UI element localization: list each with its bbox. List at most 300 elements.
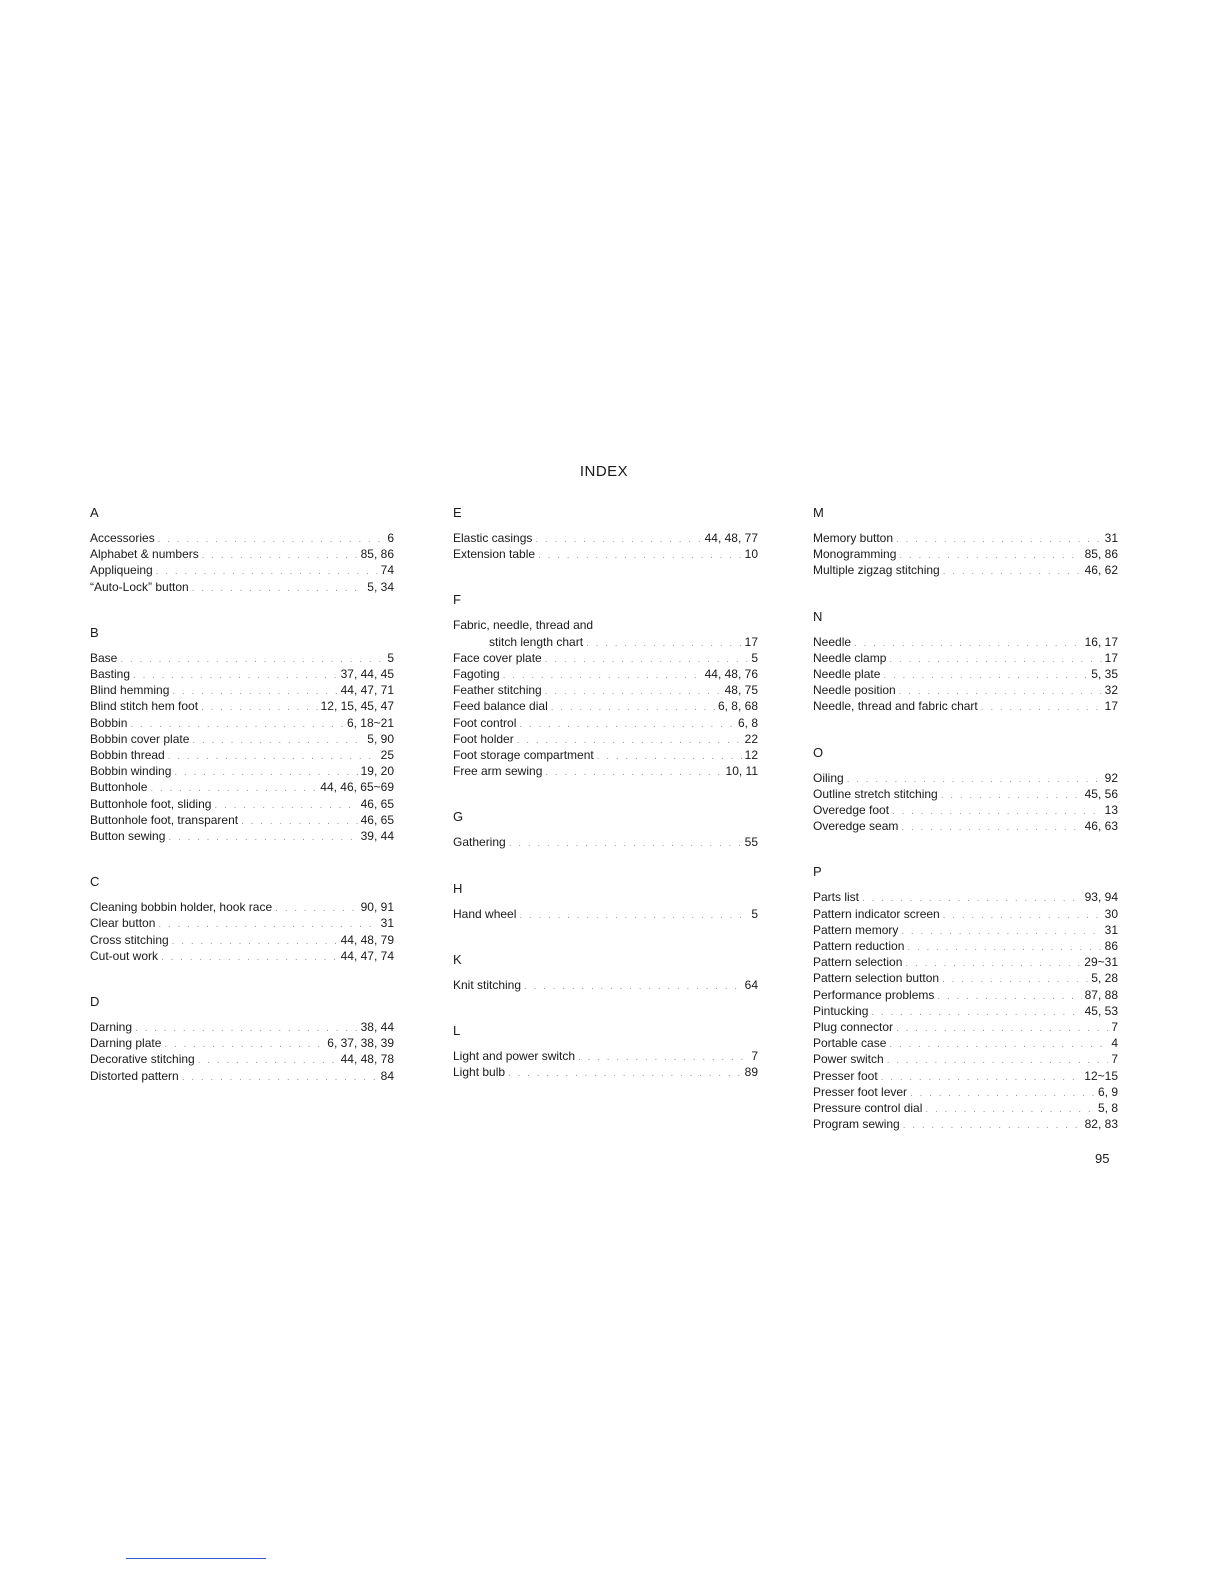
index-entry [90,916,394,932]
index-entry [813,651,1118,667]
index-entry [813,1052,1118,1068]
entry-pages: 29~31 [1084,955,1118,970]
entry-pages: 44, 48, 76 [704,667,758,682]
dot-leader [847,772,1102,787]
entry-pages: 87, 88 [1084,987,1118,1002]
index-entry [90,748,394,764]
index-entry [813,939,1118,955]
dot-leader [182,1070,378,1085]
entry-pages: 86 [1104,939,1118,954]
dot-leader [883,668,1088,683]
section-letter: D [90,994,100,1010]
section-letter: L [453,1023,461,1039]
dot-leader [899,684,1102,699]
index-entry [90,764,394,780]
entry-label: Accessories [90,531,155,545]
entry-pages: 45, 53 [1084,1003,1118,1018]
entry-label: Pressure control dial [813,1101,923,1116]
index-entry [813,971,1118,987]
index-entry [90,1036,394,1052]
dot-leader [545,652,749,667]
index-entry [813,547,1118,563]
dot-leader [150,781,317,796]
index-entry [90,683,394,699]
dot-leader [981,700,1102,715]
dot-leader [172,934,338,949]
dot-leader [156,564,378,579]
index-entry [90,580,394,596]
entry-pages: 4 [1111,1036,1118,1051]
dot-leader [517,733,742,748]
entry-pages: 45, 56 [1084,786,1118,801]
entry-pages: 6, 9 [1097,1084,1118,1099]
index-entry [453,531,758,547]
entry-pages: 7 [1111,1052,1118,1067]
dot-leader [545,684,722,699]
entry-pages: 5, 34 [367,579,394,594]
entry-label: Darning plate [90,1036,162,1051]
section-letter: K [453,951,462,967]
entry-pages: 16, 17 [1084,634,1118,649]
index-section-k [453,950,758,994]
index-section-o [813,743,1118,836]
entry-label: Plug connector [813,1020,894,1035]
entry-label: Needle, thread and fabric chart [813,699,978,714]
entry-label: Monogramming [813,547,897,562]
entry-label: Pattern reduction [813,939,905,954]
entry-pages: 7 [1111,1020,1118,1035]
entry-label: Decorative stitching [90,1052,195,1067]
entry-label: Buttonhole [90,780,148,795]
entry-label: Program sewing [813,1117,900,1132]
entry-pages: 17 [1104,650,1118,665]
entry-label: Pattern selection button [813,971,940,986]
index-entry [90,933,394,949]
index-section-h [453,879,758,923]
entry-label: Bobbin winding [90,764,172,779]
entry-label: Needle clamp [813,650,887,665]
dot-leader [896,1021,1108,1036]
index-entry [453,618,758,634]
index-entry [813,907,1118,923]
index-section-a [90,503,394,596]
section-letter: A [90,505,99,520]
entry-pages: 46, 62 [1084,563,1118,578]
dot-leader [275,901,357,916]
entry-label: Blind stitch hem foot [90,699,199,714]
entry-label: Fabric, needle, thread and [453,618,594,633]
entry-pages: 5, 8 [1097,1101,1118,1116]
index-entry [453,907,758,923]
footnote-rule [126,1558,266,1559]
dot-leader [901,820,1081,835]
entry-pages: 6, 18~21 [346,715,394,730]
section-letter: M [813,505,824,520]
entry-pages: 82, 83 [1084,1117,1118,1132]
entry-pages: 46, 63 [1084,819,1118,834]
entry-label: Presser foot [813,1068,878,1083]
index-entry [813,1101,1118,1117]
index-section-e [453,503,758,563]
index-entry [813,667,1118,683]
entry-pages: 64 [744,977,758,992]
entry-label: Darning [90,1020,133,1035]
index-entry [90,829,394,845]
dot-leader [192,733,364,748]
section-letter: N [813,608,823,624]
section-letter: G [453,809,464,825]
entry-pages: 39, 44 [360,829,394,844]
entry-label: Pintucking [813,1003,869,1018]
index-entry [813,683,1118,699]
entry-label: Parts list [813,890,860,905]
index-entry [453,1049,758,1065]
dot-leader [910,1086,1095,1101]
dot-leader [538,548,742,563]
index-section-l [453,1021,758,1081]
dot-leader [597,749,742,764]
entry-pages: 44, 46, 65~69 [320,780,394,795]
index-entry [813,771,1118,787]
index-entry [813,1117,1118,1133]
index-section-p [813,862,1118,1133]
entry-label: Foot control [453,715,517,730]
index-entry [90,900,394,916]
entry-pages: 32 [1104,683,1118,698]
entry-label: Foot storage compartment [453,748,594,763]
section-letter: C [90,874,100,890]
dot-leader [887,1053,1109,1068]
entry-label: Overedge seam [813,819,899,834]
entry-label: Feed balance dial [453,699,548,714]
index-entry [90,813,394,829]
entry-pages: 85, 86 [360,547,394,562]
index-entry [813,955,1118,971]
entry-pages: 93, 94 [1084,890,1118,905]
entry-label: Buttonhole foot, sliding [90,796,212,811]
dot-leader [862,891,1082,906]
index-section-c [90,872,394,965]
index-column-2 [453,503,758,1108]
index-entry [90,1020,394,1036]
entry-label: Light bulb [453,1065,506,1080]
entry-pages: 6 [387,531,394,545]
index-entry [453,667,758,683]
entry-pages: 17 [1104,699,1118,714]
index-entry [453,764,758,780]
entry-label: Power switch [813,1052,884,1067]
entry-pages: 5 [751,650,758,665]
dot-leader [896,532,1102,547]
index-entry [90,716,394,732]
entry-label: “Auto-Lock” button [90,579,189,594]
index-column-3 [813,503,1118,1160]
index-entry [813,531,1118,547]
index-section-m [813,503,1118,580]
entry-pages: 85, 86 [1084,547,1118,562]
entry-pages: 37, 44, 45 [340,667,394,682]
index-entry [90,797,394,813]
dot-leader [942,972,1088,987]
entry-label: Performance problems [813,987,935,1002]
index-entry [813,923,1118,939]
entry-pages: 6, 37, 38, 39 [327,1036,394,1051]
dot-leader [899,548,1081,563]
entry-pages: 89 [744,1065,758,1080]
entry-label: Cross stitching [90,932,169,947]
entry-pages: 12, 15, 45, 47 [320,699,394,714]
entry-pages: 31 [1104,922,1118,937]
index-entry [90,547,394,563]
dot-leader [241,814,358,829]
entry-pages: 7 [751,1049,758,1064]
index-entry [90,563,394,579]
entry-label: Feather stitching [453,683,542,698]
dot-leader [889,652,1101,667]
dot-leader [905,956,1081,971]
entry-label: Needle plate [813,667,881,682]
index-entry [453,683,758,699]
entry-pages: 44, 48, 77 [704,531,758,545]
page-number: 95 [1095,1151,1110,1166]
index-column-1 [90,503,394,1112]
entry-pages: 44, 47, 74 [340,948,394,963]
index-entry [453,748,758,764]
dot-leader [164,1037,324,1052]
entry-pages: 92 [1104,770,1118,785]
dot-leader [937,989,1081,1004]
index-entry [453,978,758,994]
dot-leader [519,717,735,732]
dot-leader [172,684,337,699]
index-entry [813,1004,1118,1020]
dot-leader [901,924,1101,939]
entry-label: Portable case [813,1036,887,1051]
entry-label: Foot holder [453,731,514,746]
entry-pages: 6, 8 [737,715,758,730]
dot-leader [161,950,338,965]
dot-leader [535,532,701,547]
index-entry [453,699,758,715]
entry-pages: 25 [380,748,394,763]
index-entry [90,699,394,715]
entry-label: Button sewing [90,829,166,844]
entry-label: Needle position [813,683,896,698]
entry-label: Bobbin thread [90,748,165,763]
entry-pages: 5, 90 [367,731,394,746]
entry-label: Fagoting [453,667,500,682]
dot-leader [198,1053,338,1068]
dot-leader [130,717,344,732]
index-entry [813,1020,1118,1036]
entry-label: Multiple zigzag stitching [813,563,940,578]
dot-leader [943,564,1082,579]
entry-label: stitch length chart [489,634,584,649]
entry-label: Base [90,650,118,665]
entry-pages: 38, 44 [360,1020,394,1035]
index-entry [813,563,1118,579]
dot-leader [892,804,1102,819]
dot-leader [168,749,378,764]
dot-leader [586,636,742,651]
index-entry [90,531,394,547]
entry-pages: 5 [387,650,394,665]
entry-label: Cut-out work [90,948,159,963]
page-title: INDEX [579,463,629,480]
entry-label: Bobbin cover plate [90,731,190,746]
entry-label: Knit stitching [453,977,522,992]
section-letter: O [813,744,824,760]
entry-label: Distorted pattern [90,1068,179,1083]
index-entry [90,1052,394,1068]
entry-label: Outline stretch stitching [813,786,938,801]
dot-leader [192,581,365,596]
entry-label: Free arm sewing [453,764,543,779]
entry-pages: 10, 11 [725,764,758,779]
entry-pages: 22 [744,731,758,746]
dot-leader [519,908,748,923]
section-letter: H [453,880,463,896]
index-entry [90,1069,394,1085]
index-entry [453,651,758,667]
dot-leader [133,668,338,683]
dot-leader [551,700,715,715]
entry-label: Presser foot lever [813,1084,908,1099]
index-entry [813,819,1118,835]
entry-pages: 12 [744,748,758,763]
entry-pages: 46, 65 [360,812,394,827]
dot-leader [214,798,357,813]
dot-leader [925,1102,1095,1117]
dot-leader [941,788,1082,803]
entry-label: Overedge foot [813,803,890,818]
index-entry [90,651,394,667]
entry-label: Appliqueing [90,563,153,578]
index-entry [453,635,758,651]
entry-label: Elastic casings [453,531,533,545]
entry-pages: 5 [751,906,758,921]
entry-label: Pattern selection [813,955,903,970]
index-entry [453,547,758,563]
entry-label: Cleaning bobbin holder, hook race [90,900,273,915]
index-entry [90,667,394,683]
index-section-b [90,623,394,845]
entry-pages: 6, 8, 68 [717,699,758,714]
entry-pages: 17 [744,634,758,649]
entry-pages: 12~15 [1084,1068,1118,1083]
entry-pages: 74 [380,563,394,578]
dot-leader [903,1118,1082,1133]
entry-label: Face cover plate [453,650,542,665]
entry-pages: 30 [1104,906,1118,921]
section-letter: F [453,592,461,608]
entry-pages: 48, 75 [724,683,758,698]
dot-leader [578,1050,748,1065]
entry-pages: 46, 65 [360,796,394,811]
entry-label: Needle [813,634,852,649]
dot-leader [168,830,357,845]
entry-pages: 31 [380,916,394,931]
index-section-n [813,607,1118,716]
entry-label: Basting [90,667,131,682]
dot-leader [158,532,385,547]
entry-label: Blind hemming [90,683,170,698]
dot-leader [174,765,357,780]
index-entry [813,1069,1118,1085]
entry-label: Gathering [453,835,506,850]
index-entry [453,835,758,851]
entry-label: Pattern indicator screen [813,906,940,921]
entry-pages: 10 [744,547,758,562]
dot-leader [135,1021,358,1036]
index-entry [453,732,758,748]
entry-label: Buttonhole foot, transparent [90,812,239,827]
dot-leader [509,836,742,851]
entry-label: Memory button [813,531,894,545]
dot-leader [943,908,1102,923]
entry-pages: 44, 48, 78 [340,1052,394,1067]
index-entry [453,716,758,732]
entry-label: Oiling [813,770,844,785]
entry-label: Hand wheel [453,906,517,921]
index-entry [813,1036,1118,1052]
entry-pages: 55 [744,835,758,850]
index-section-g [453,807,758,851]
dot-leader [524,979,742,994]
dot-leader [508,1066,742,1081]
index-entry [453,1065,758,1081]
index-entry [813,1085,1118,1101]
index-entry [813,890,1118,906]
section-letter: P [813,864,822,880]
index-entry [813,699,1118,715]
entry-label: Extension table [453,547,536,562]
entry-pages: 19, 20 [360,764,394,779]
index-entry [90,780,394,796]
entry-label: Alphabet & numbers [90,547,199,562]
index-entry [813,803,1118,819]
entry-pages: 44, 47, 71 [340,683,394,698]
index-entry [813,635,1118,651]
entry-label: Bobbin [90,715,128,730]
entry-label: Light and power switch [453,1049,576,1064]
dot-leader [158,917,377,932]
entry-pages: 84 [380,1068,394,1083]
dot-leader [201,700,318,715]
entry-label: Clear button [90,916,156,931]
dot-leader [545,765,722,780]
dot-leader [120,652,384,667]
dot-leader [202,548,358,563]
dot-leader [503,668,702,683]
entry-pages: 44, 48, 79 [340,932,394,947]
dot-leader [871,1005,1081,1020]
index-entry [90,732,394,748]
dot-leader [907,940,1101,955]
index-entry [813,988,1118,1004]
index-entry [813,787,1118,803]
entry-pages: 5, 28 [1091,971,1118,986]
entry-pages: 5, 35 [1091,667,1118,682]
index-section-d [90,992,394,1085]
entry-pages: 31 [1104,531,1118,545]
entry-pages: 90, 91 [360,900,394,915]
section-letter: B [90,624,99,640]
dot-leader [881,1070,1082,1085]
index-entry [90,949,394,965]
section-letter: E [453,505,462,520]
entry-label: Pattern memory [813,922,899,937]
